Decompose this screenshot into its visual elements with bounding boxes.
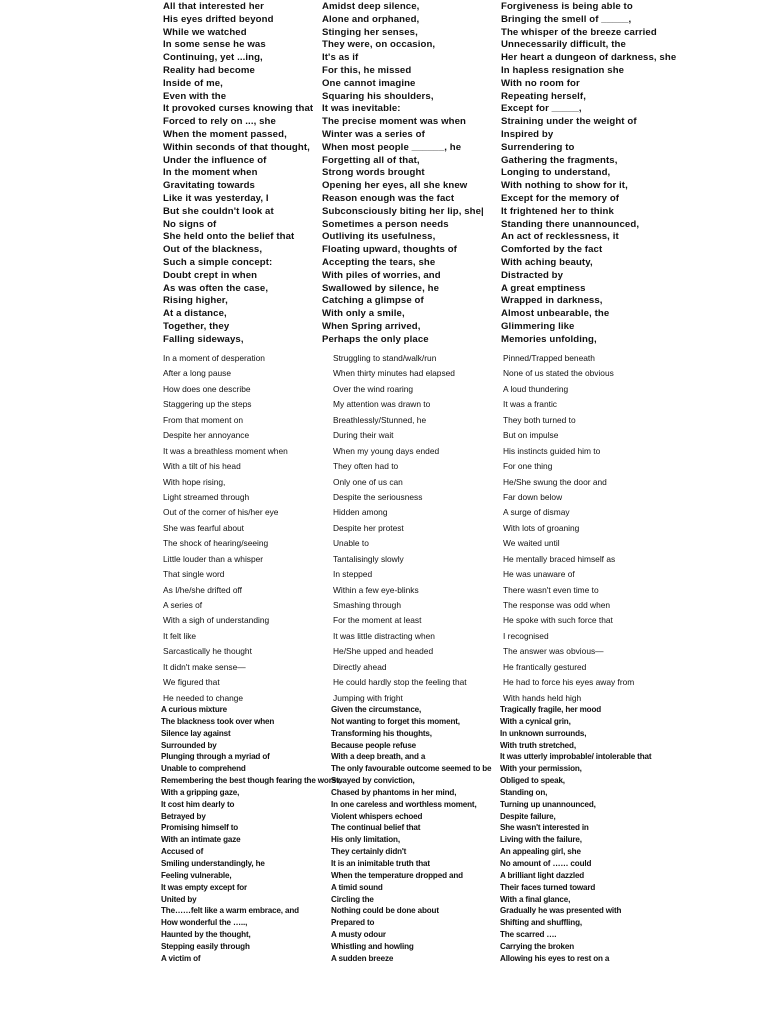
- phrase-line: After a long pause: [163, 368, 231, 379]
- phrase-line: A curious mixture: [161, 705, 227, 714]
- phrase-line: With hope rising,: [163, 476, 226, 487]
- phrase-line: Jumping with fright: [333, 692, 403, 703]
- phrase-line: It was a breathless moment when: [163, 445, 288, 456]
- phrase-line: When most people ______, he: [322, 141, 462, 153]
- phrase-line: During their wait: [333, 430, 394, 441]
- phrase-line: All that interested her: [163, 1, 264, 12]
- phrase-line: Because people refuse: [331, 740, 417, 750]
- phrase-line: In stepped: [333, 569, 373, 580]
- phrase-column-3: [503, 351, 634, 706]
- phrase-line: They certainly didn't: [331, 847, 407, 857]
- phrase-line: We waited until: [503, 538, 560, 549]
- phrase-line: With hands held high: [503, 692, 582, 703]
- phrase-line: She wasn't interested in: [500, 823, 589, 833]
- phrase-line: Doubt crept in when: [163, 269, 258, 281]
- phrase-column-2: [333, 351, 467, 706]
- phrase-line: But she couldn't look at: [163, 205, 274, 217]
- phrase-line: A surge of dismay: [503, 507, 570, 518]
- phrase-line: Allowing his eyes to rest on a: [500, 953, 610, 963]
- phrase-line: Her heart a dungeon of darkness, she: [501, 52, 677, 64]
- phrase-line: Forgetting all of that,: [322, 154, 420, 166]
- phrase-line: With your permission,: [500, 764, 582, 774]
- phrase-line: With aching beauty,: [501, 256, 593, 268]
- phrase-line: With only a smile,: [322, 308, 405, 320]
- phrase-line: Unable to comprehend: [161, 764, 246, 774]
- phrase-line: Under the influence of: [163, 154, 267, 166]
- phrase-line: A brilliant light dazzled: [500, 870, 585, 880]
- phrase-line: In the moment when: [163, 167, 258, 179]
- phrase-line: It frightened her to think: [501, 205, 614, 217]
- phrase-line: It felt like: [163, 630, 197, 641]
- phrase-line: The precise moment was when: [322, 116, 466, 128]
- phrase-line: That single word: [163, 569, 225, 580]
- phrase-line: Outliving its usefulness,: [322, 231, 436, 243]
- phrase-line: As I/he/she drifted off: [163, 584, 242, 595]
- phrase-line: Repeating herself,: [501, 90, 586, 102]
- phrase-line: Unnecessarily difficult, the: [501, 39, 626, 51]
- phrase-line: Gradually he was presented with: [500, 906, 622, 916]
- phrase-line: When Spring arrived,: [322, 320, 421, 332]
- phrase-line: It provoked curses knowing that: [163, 103, 314, 115]
- phrase-line: Plunging through a myriad of: [161, 752, 270, 762]
- phrase-line: How does one describe: [163, 383, 251, 394]
- phrase-line: Hidden among: [333, 507, 388, 518]
- phrase-line: I recognised: [503, 630, 549, 641]
- phrase-line: His eyes drifted beyond: [163, 13, 274, 25]
- phrase-line: Reason enough was the fact: [322, 192, 455, 204]
- phrase-line: Catching a glimpse of: [322, 295, 424, 307]
- phrase-line: As was often the case,: [163, 282, 269, 294]
- phrase-line: Comforted by the fact: [501, 244, 603, 256]
- phrase-line: Strong words brought: [322, 167, 425, 179]
- phrase-line: With an intimate gaze: [161, 835, 241, 845]
- phrase-line: Floating upward, thoughts of: [322, 244, 457, 256]
- phrase-line: Betrayed by: [161, 811, 206, 821]
- phrase-line: There wasn't even time to: [503, 584, 599, 595]
- phrase-line: Prepared to: [331, 918, 375, 928]
- phrase-line: None of us stated the obvious: [503, 368, 614, 379]
- phrase-line: Accepting the tears, she: [322, 256, 436, 268]
- phrase-line: She held onto the belief that: [163, 231, 295, 243]
- phrase-line: No signs of: [163, 218, 217, 230]
- phrase-line: In unknown surrounds,: [500, 728, 587, 738]
- phrase-line: Except for the memory of: [501, 192, 620, 204]
- phrase-line: Amidst deep silence,: [322, 1, 420, 12]
- phrase-line: A great emptiness: [501, 282, 586, 294]
- phrase-line: The blackness took over when: [161, 716, 275, 726]
- phrase-line: The……felt like a warm embrace, and: [161, 906, 299, 916]
- phrase-line: No amount of …… could: [500, 858, 592, 868]
- phrase-line: A sudden breeze: [331, 953, 394, 963]
- phrase-line: The response was odd when: [503, 600, 611, 610]
- phrase-line: Stinging her senses,: [322, 26, 418, 38]
- phrase-line: Shifting and shuffling,: [500, 918, 582, 928]
- phrase-line: He/She swung the door and: [503, 476, 607, 487]
- phrase-line: Squaring his shoulders,: [322, 90, 434, 102]
- phrase-line: With a sigh of understanding: [163, 615, 270, 626]
- phrase-line: Tantalisingly slowly: [333, 553, 404, 564]
- phrase-line: Stepping easily through: [161, 941, 250, 951]
- phrase-line: Despite her protest: [333, 522, 404, 533]
- phrase-column-1: [163, 351, 288, 706]
- phrase-line: Only one of us can: [333, 476, 403, 487]
- phrase-line: It is an inimitable truth that: [331, 858, 430, 868]
- phrase-line: The answer was obvious—: [503, 646, 604, 657]
- phrase-line: Over the wind roaring: [333, 383, 414, 394]
- phrase-line: When thirty minutes had elapsed: [333, 368, 455, 379]
- phrase-line: When the temperature dropped and: [331, 870, 463, 880]
- phrase-line: How wonderful the …..,: [161, 918, 248, 928]
- phrase-line: Wrapped in darkness,: [501, 295, 603, 307]
- phrase-line: Living with the failure,: [500, 835, 582, 845]
- phrase-line: Standing there unannounced,: [501, 218, 640, 230]
- phrase-line: Promising himself to: [161, 823, 239, 833]
- phrase-line: His instincts guided him to: [503, 445, 601, 456]
- phrase-line: With a gripping gaze,: [161, 787, 240, 797]
- phrase-column-3: [501, 1, 676, 347]
- phrase-line: For the moment at least: [333, 615, 422, 626]
- phrase-line: The continual belief that: [331, 823, 421, 833]
- phrase-line: While we watched: [163, 26, 247, 38]
- phrase-line: Out of the corner of his/her eye: [163, 507, 279, 518]
- phrase-line: Subconsciously biting her lip, she|: [322, 205, 484, 217]
- phrase-line: Carrying the broken: [500, 941, 575, 951]
- phrase-line: Such a simple concept:: [163, 256, 273, 268]
- phrase-line: In a moment of desperation: [163, 353, 265, 363]
- phrase-line: But on impulse: [503, 430, 559, 441]
- phrase-line: Together, they: [163, 320, 230, 332]
- phrase-line: When my young days ended: [333, 445, 440, 456]
- phrase-line: It was a frantic: [503, 399, 557, 410]
- phrase-line: Unable to: [333, 538, 369, 549]
- phrase-line: Out of the blackness,: [163, 244, 263, 256]
- phrase-line: Perhaps the only place: [322, 333, 429, 345]
- phrase-line: Accused of: [161, 847, 204, 857]
- phrase-line: Sarcastically he thought: [163, 646, 252, 657]
- phrase-line: Despite the seriousness: [333, 491, 423, 502]
- phrase-line: With no room for: [501, 77, 580, 89]
- phrase-line: Memories unfolding,: [501, 333, 597, 345]
- phrase-line: In hapless resignation she: [501, 64, 625, 76]
- phrase-line: The scarred ….: [500, 930, 557, 940]
- phrase-line: Despite failure,: [500, 811, 556, 821]
- phrase-line: With piles of worries, and: [322, 269, 441, 281]
- phrase-line: Straining under the weight of: [501, 116, 637, 128]
- phrase-line: Tragically fragile, her mood: [500, 705, 602, 714]
- phrase-line: Alone and orphaned,: [322, 13, 420, 25]
- phrase-line: We figured that: [163, 677, 220, 688]
- phrase-line: Feeling vulnerable,: [161, 870, 232, 880]
- phrase-line: Gathering the fragments,: [501, 154, 618, 166]
- phrase-line: A series of: [163, 600, 203, 610]
- phrase-line: Smashing through: [333, 600, 401, 610]
- phrase-line: Within a few eye-blinks: [333, 584, 419, 595]
- phrase-line: Swayed by conviction,: [331, 776, 415, 786]
- phrase-line: At a distance,: [163, 308, 227, 320]
- phrase-line: Within seconds of that thought,: [163, 141, 310, 153]
- phrase-column-2: [331, 704, 491, 965]
- phrase-line: With a cynical grin,: [500, 716, 571, 726]
- phrase-line: Little louder than a whisper: [163, 553, 264, 564]
- phrase-line: Winter was a series of: [322, 128, 425, 140]
- phrase-line: Obliged to speak,: [500, 776, 565, 786]
- phrase-line: An appealing girl, she: [500, 847, 581, 857]
- phrase-line: Pinned/Trapped beneath: [503, 353, 595, 363]
- phrase-line: He had to force his eyes away from: [503, 677, 635, 688]
- phrase-line: Nothing could be done about: [331, 906, 439, 916]
- phrase-line: Circling the: [331, 894, 374, 904]
- phrase-line: With a deep breath, and a: [331, 752, 426, 762]
- phrase-line: They often had to: [333, 461, 399, 472]
- phrase-line: Almost unbearable, the: [501, 308, 610, 320]
- phrase-line: Whistling and howling: [331, 941, 414, 951]
- phrase-line: They both turned to: [503, 414, 576, 425]
- phrase-line: He was unaware of: [503, 569, 575, 580]
- phrase-line: Despite her annoyance: [163, 430, 250, 441]
- phrase-line: It was inevitable:: [322, 103, 401, 115]
- phrase-line: My attention was drawn to: [333, 399, 431, 410]
- phrase-column-1: [161, 704, 341, 965]
- phrase-line: An act of recklessness, it: [501, 231, 619, 243]
- phrase-line: With lots of groaning: [503, 522, 580, 533]
- phrase-line: Far down below: [503, 491, 563, 502]
- phrase-line: Swallowed by silence, he: [322, 282, 440, 294]
- phrase-line: Breathlessly/Stunned, he: [333, 414, 427, 425]
- phrase-column-1: [163, 1, 313, 347]
- phrase-column-3: [500, 704, 651, 965]
- phrase-line: It's as if: [322, 52, 359, 64]
- phrase-line: Chased by phantoms in her mind,: [331, 787, 457, 797]
- phrase-line: From that moment on: [163, 414, 244, 425]
- phrase-line: It didn't make sense—: [163, 661, 246, 672]
- phrase-line: United by: [161, 894, 197, 904]
- phrase-line: Not wanting to forget this moment,: [331, 716, 460, 726]
- phrase-line: When the moment passed,: [163, 128, 287, 140]
- phrase-line: Inspired by: [501, 128, 554, 140]
- phrase-line: The whisper of the breeze carried: [501, 26, 657, 38]
- phrase-line: In one careless and worthless moment,: [331, 799, 477, 809]
- phrase-line: They were, on occasion,: [322, 39, 436, 51]
- phrase-line: Smiling understandingly, he: [161, 858, 265, 868]
- phrase-line: The shock of hearing/seeing: [163, 538, 269, 549]
- phrase-line: A victim of: [161, 953, 201, 963]
- phrase-line: Continuing, yet ...ing,: [163, 52, 263, 64]
- phrase-line: Bringing the smell of _____,: [501, 13, 632, 25]
- phrase-line: Opening her eyes, all she knew: [322, 180, 468, 192]
- phrase-line: He frantically gestured: [503, 661, 587, 672]
- phrase-line: Reality had become: [163, 64, 255, 76]
- phrase-line: With a final glance,: [500, 894, 571, 904]
- phrase-line: With a tilt of his head: [163, 461, 241, 472]
- phrase-line: Like it was yesterday, I: [163, 192, 269, 204]
- phrase-line: A loud thundering: [503, 383, 569, 394]
- phrase-line: Struggling to stand/walk/run: [333, 353, 437, 363]
- phrase-line: He could hardly stop the feeling that: [333, 677, 467, 688]
- phrase-line: Gravitating towards: [163, 180, 255, 192]
- phrase-line: Remembering the best though fearing the worst,: [161, 776, 341, 786]
- phrase-line: A musty odour: [331, 930, 386, 940]
- phrase-line: Even with the: [163, 90, 227, 102]
- phrase-line: One cannot imagine: [322, 77, 416, 89]
- phrase-line: Silence lay against: [161, 728, 231, 738]
- phrase-line: Glimmering like: [501, 320, 575, 332]
- phrase-line: It cost him dearly to: [161, 799, 235, 809]
- phrase-line: He/She upped and headed: [333, 646, 434, 657]
- phrase-line: She was fearful about: [163, 522, 245, 533]
- phrase-line: Forgiveness is being able to: [501, 1, 633, 12]
- phrase-line: It was utterly improbable/ intolerable that: [500, 752, 652, 762]
- phrase-line: In some sense he was: [163, 39, 266, 51]
- phrase-line: Longing to understand,: [501, 167, 611, 179]
- phrase-line: Standing on,: [500, 787, 548, 797]
- phrase-line: The only favourable outcome seemed to be: [331, 764, 492, 774]
- phrase-line: It was empty except for: [161, 882, 248, 892]
- phrase-line: Falling sideways,: [163, 333, 244, 345]
- phrase-line: Directly ahead: [333, 661, 387, 672]
- phrase-line: He needed to change: [163, 692, 244, 703]
- phrase-line: A timid sound: [331, 882, 383, 892]
- phrase-line: Their faces turned toward: [500, 882, 596, 892]
- phrase-line: Rising higher,: [163, 295, 228, 307]
- phrase-line: Light streamed through: [163, 491, 250, 502]
- phrase-line: For this, he missed: [322, 64, 412, 76]
- phrase-line: Haunted by the thought,: [161, 930, 251, 940]
- phrase-line: Turning up unannounced,: [500, 799, 596, 809]
- phrase-line: Inside of me,: [163, 77, 223, 89]
- phrase-line: He spoke with such force that: [503, 615, 613, 626]
- phrase-line: Surrendering to: [501, 141, 575, 153]
- phrase-line: He mentally braced himself as: [503, 553, 616, 564]
- phrase-line: Transforming his thoughts,: [331, 728, 432, 738]
- phrase-line: With truth stretched,: [500, 740, 576, 750]
- phrase-line: Distracted by: [501, 269, 564, 281]
- phrase-line: Staggering up the steps: [163, 399, 252, 410]
- phrase-line: It was little distracting when: [333, 630, 435, 641]
- phrase-line: Forced to rely on ..., she: [163, 116, 276, 128]
- phrase-column-2: [322, 1, 484, 347]
- phrase-line: Surrounded by: [161, 740, 217, 750]
- phrase-line: Except for _____,: [501, 103, 582, 115]
- phrase-line: Violent whispers echoed: [331, 811, 423, 821]
- phrase-line: His only limitation,: [331, 835, 400, 845]
- phrase-line: Sometimes a person needs: [322, 218, 449, 230]
- phrase-line: Given the circumstance,: [331, 705, 422, 714]
- phrase-line: For one thing: [503, 461, 553, 472]
- phrase-line: With nothing to show for it,: [501, 180, 628, 192]
